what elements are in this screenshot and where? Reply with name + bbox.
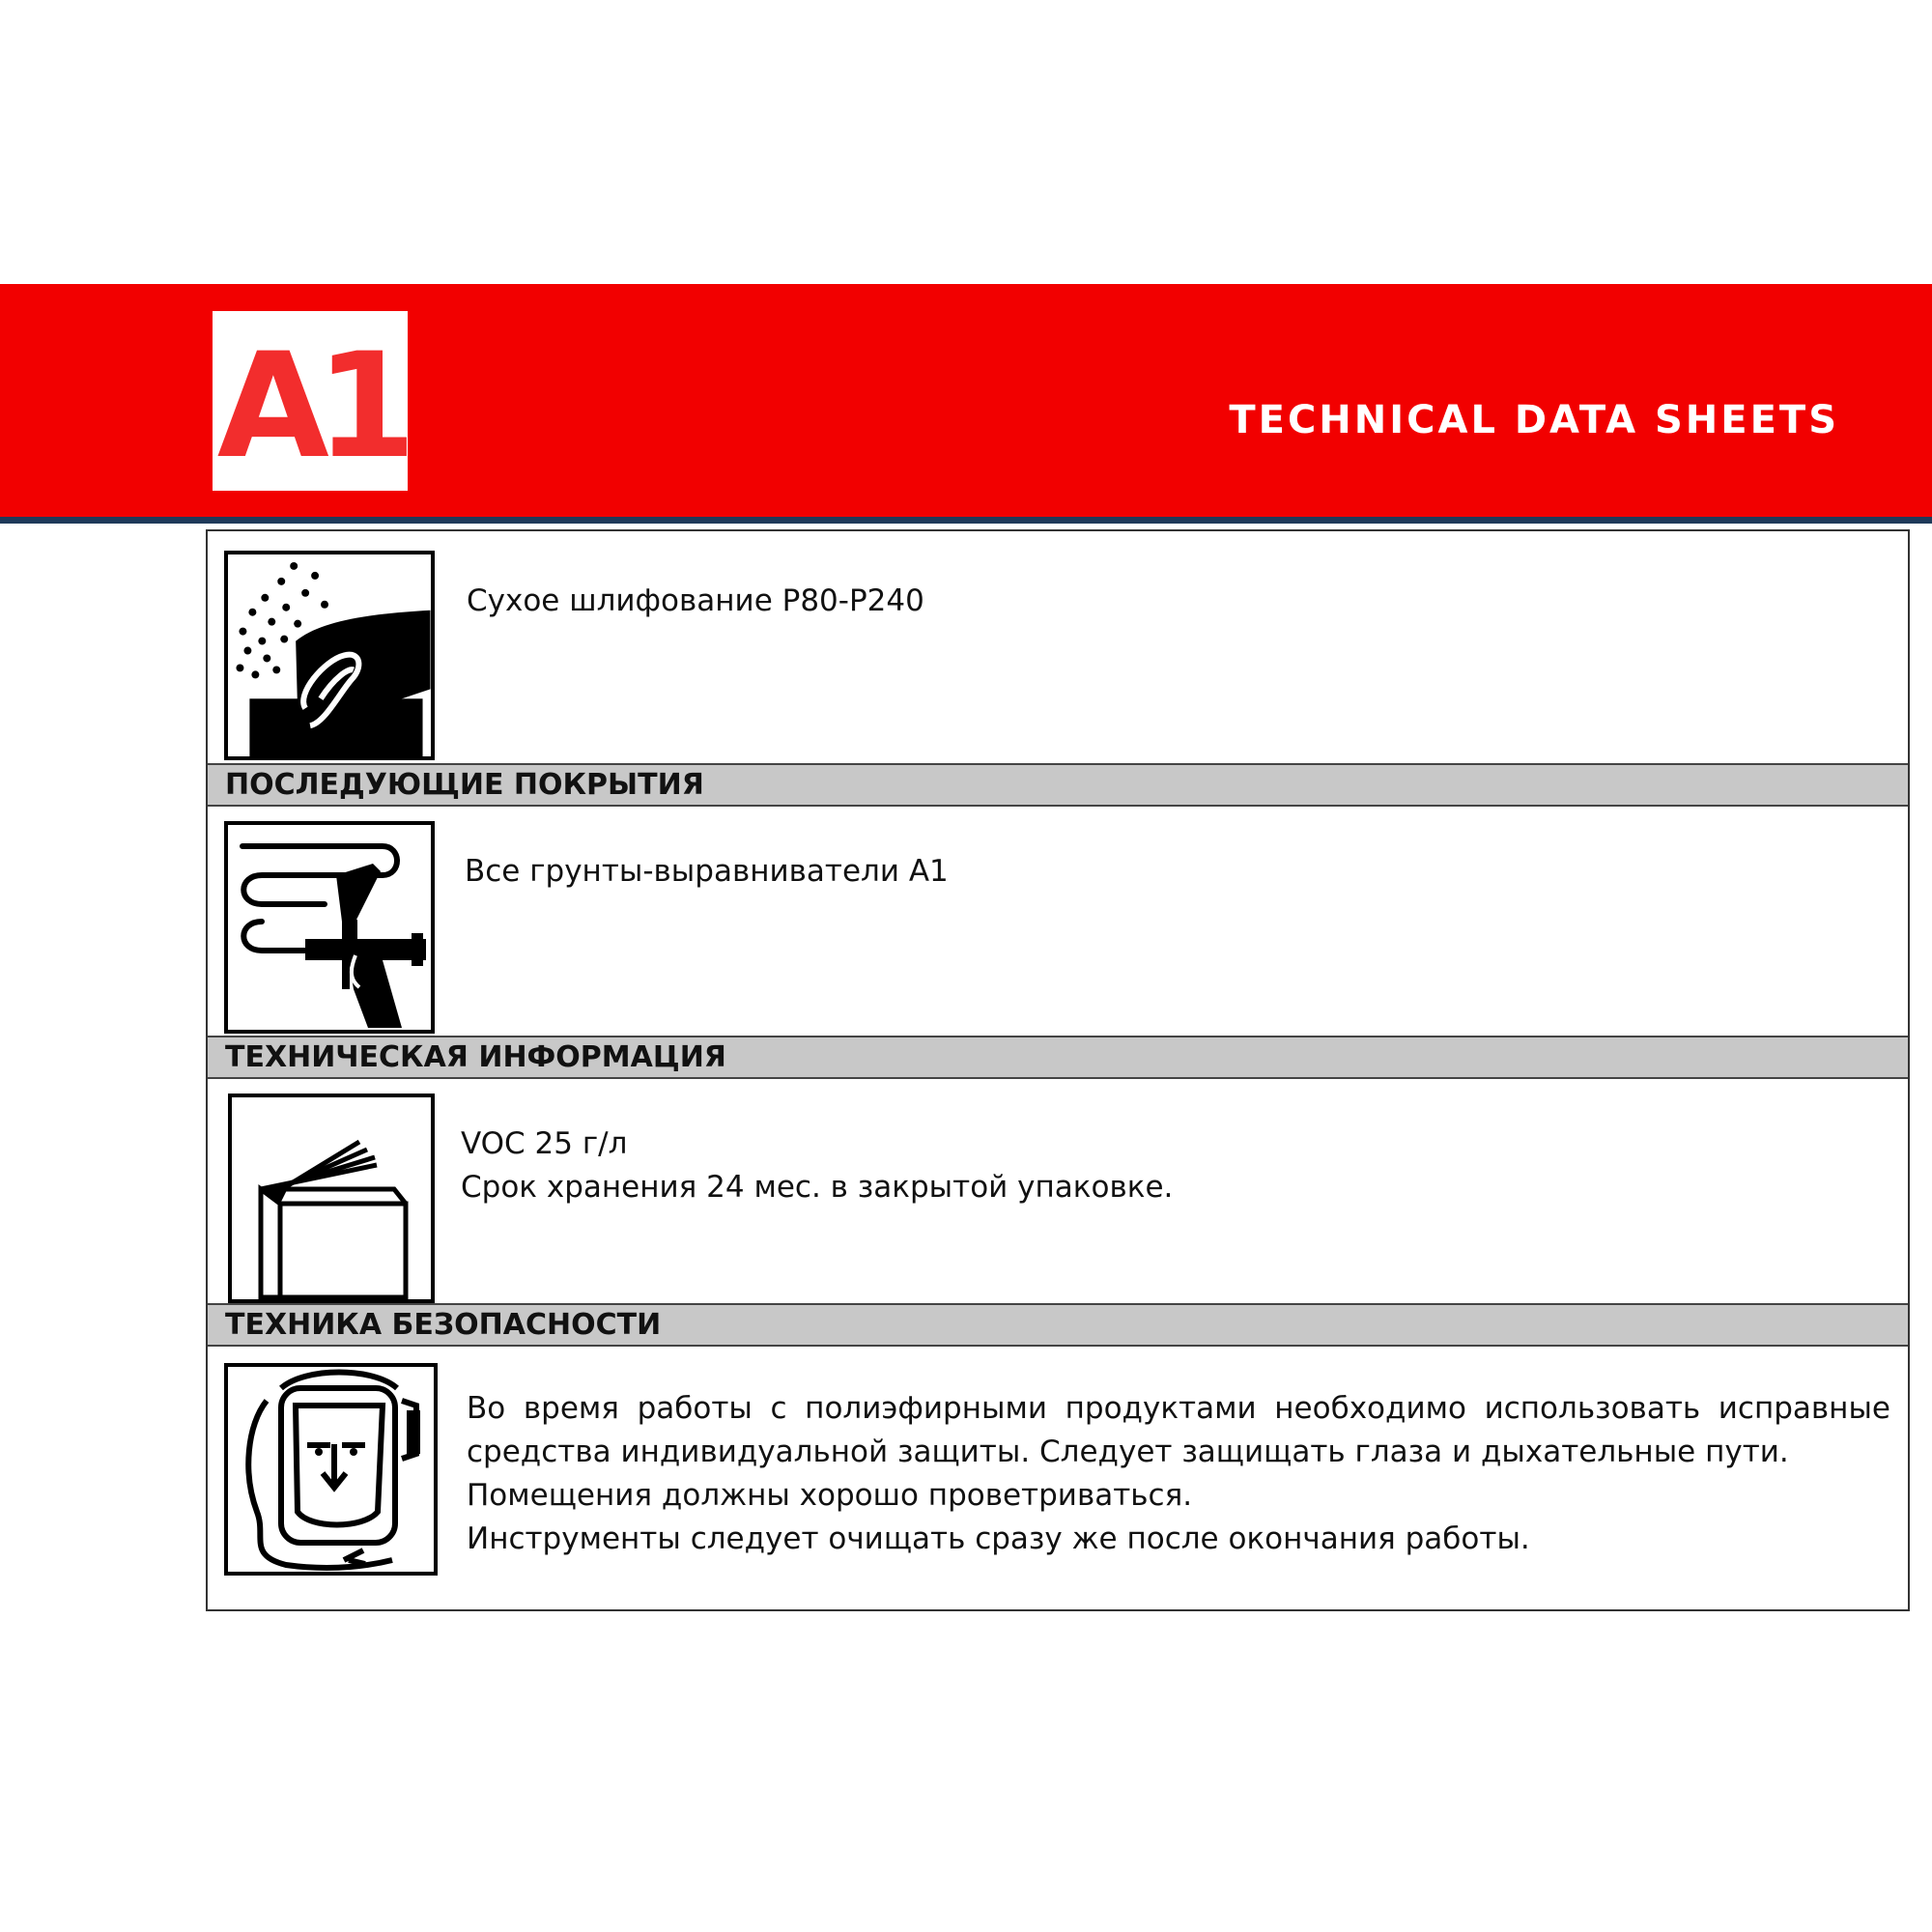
safety-text [467,1387,1890,1561]
document-title: TECHNICAL DATA SHEETS [1229,398,1839,442]
safety-line: средства индивидуальной защиты. Следует защищать глаза и дыхательные пути. [467,1435,1789,1469]
safety-row [208,1347,1908,1609]
shelf-life-line: Срок хранения 24 мес. в закрытой упаковке. [461,1170,1174,1205]
header-banner [0,284,1932,524]
safety-line: Инструменты следует очищать сразу же после окончания работы. [467,1521,1530,1556]
section-title: ТЕХНИЧЕСКАЯ ИНФОРМАЦИЯ [225,1040,726,1074]
coatings-row [208,807,1908,1036]
safety-line: Помещения должны хорошо проветриваться. [467,1478,1193,1513]
technical-info-text [461,1122,1173,1209]
a1-logo [213,311,408,491]
coatings-text: Все грунты-выравниватели A1 [465,854,949,889]
section-header-safety [208,1303,1908,1347]
svg-text:A1: A1 [216,323,404,491]
face-shield-respirator-icon [224,1363,438,1576]
section-header-technical-information [208,1036,1908,1079]
sanding-row [208,531,1908,763]
section-title: ТЕХНИКА БЕЗОПАСНОСТИ [225,1308,662,1342]
dry-sanding-icon [224,551,435,760]
sanding-text: Сухое шлифование P80-P240 [467,583,924,618]
data-sheet-table [206,529,1910,1611]
section-title: ПОСЛЕДУЮЩИЕ ПОКРЫТИЯ [225,768,704,802]
a1-logo-graphic [213,311,408,491]
safety-line: Во время работы с полиэфирными продуктами необходимо использовать исправные [467,1391,1890,1426]
section-header-subsequent-coatings [208,763,1908,807]
voc-line: VOC 25 г/л [461,1126,628,1161]
technical-info-row [208,1079,1908,1303]
technical-book-icon [228,1094,435,1303]
spray-gun-icon [224,821,435,1034]
